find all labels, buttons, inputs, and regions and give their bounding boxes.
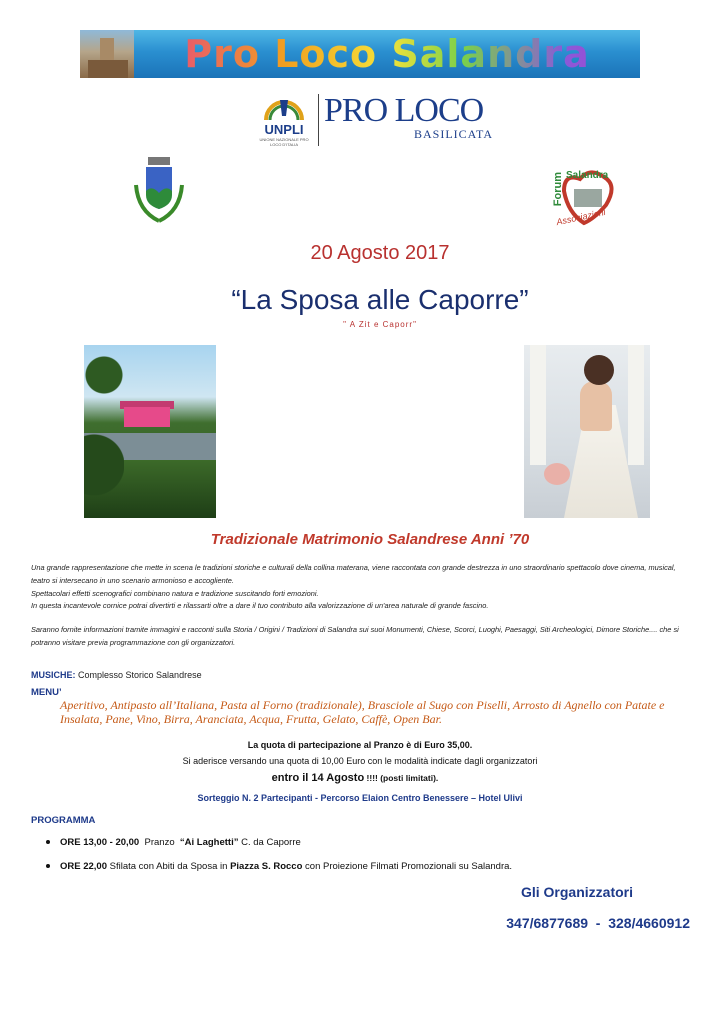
unpli-label: UNPLI bbox=[264, 122, 304, 137]
program-text: Sfilata con Abiti da Sposa in bbox=[107, 861, 231, 872]
description-paragraph: Spettacolari effetti scenografici combinano natura e tradizione suscitando forti emozioni. bbox=[31, 589, 319, 598]
bullet-icon bbox=[46, 840, 50, 844]
event-title: “La Sposa alle Caporre” bbox=[231, 284, 529, 315]
basilicata-wordmark: BASILICATA bbox=[414, 127, 494, 141]
bullet-icon bbox=[46, 864, 50, 868]
forum-associazioni-word: Associazioni bbox=[555, 206, 607, 228]
municipal-crest-icon bbox=[130, 155, 188, 227]
event-subtitle: " A Zit e Caporr" bbox=[343, 320, 417, 329]
unpli-subtitle: UNIONE NAZIONALE PRO LOCO D'ITALIA bbox=[259, 137, 309, 147]
program-text: Pranzo bbox=[139, 837, 180, 848]
description-paragraph: In questa incantevole cornice potrai divertirti e rilassarti oltre a dare il tuo contributo alla valorizzazione di un'area naturale di grande fascino. bbox=[31, 601, 489, 610]
event-headline: Tradizionale Matrimonio Salandrese Anni ’70 bbox=[210, 531, 530, 548]
musiche-line bbox=[31, 670, 202, 680]
quota-price: La quota di partecipazione al Pranzo è di Euro 35,00. bbox=[247, 740, 473, 750]
header-banner bbox=[80, 30, 640, 78]
proloco-wordmark: PRO LOCO bbox=[324, 92, 484, 129]
event-date: 20 Agosto 2017 bbox=[310, 242, 450, 264]
description-paragraph: Saranno fornite informazioni tramite immagini e racconti sulla Storia / Origini / Tradizioni di Salandra sui suoi Monumenti, Chiese, Scorci, Luoghi, Paesaggi, Siti Archeologici, Dimore Storiche.... che si potranno visitare previa programmazione con gli organizzatori. bbox=[31, 625, 679, 647]
description-paragraph: Una grande rappresentazione che mette in scena le tradizioni storiche e culturali della collina materana, viene raccontata con grande destrezza in uno straordinario spettacolo dove cinema, musical, teatro si intersecano in uno scenario armonioso e accogliente. bbox=[31, 563, 676, 585]
programma-label: PROGRAMMA bbox=[31, 815, 96, 826]
quota-deadline-main: entro il 14 Agosto bbox=[271, 772, 365, 784]
program-time: ORE 22,00 bbox=[60, 861, 107, 872]
quota-draw: Sorteggio N. 2 Partecipanti - Percorso Elaion Centro Benessere – Hotel Ulivi bbox=[197, 793, 523, 803]
program-item bbox=[46, 861, 512, 872]
musiche-label: MUSICHE: bbox=[31, 670, 76, 680]
musiche-value: Complesso Storico Salandrese bbox=[78, 670, 202, 680]
menu-label: MENU’ bbox=[31, 687, 62, 698]
organizers-label: Gli Organizzatori bbox=[520, 884, 633, 900]
banner-church-photo bbox=[80, 30, 134, 78]
menu-items: Aperitivo, Antipasto all’Italiana, Pasta al Forno (tradizionale), Brasciole al Sugo con Piselli, Arrosto di Agnello con Patate e Insalata, Pane, Vino, Birra, Aranciata, Acqua, Frutta, Gelato, Caffè, Open Bar. bbox=[60, 698, 665, 726]
bride-photo bbox=[524, 345, 650, 518]
banner-title: Pro Loco Salandra bbox=[134, 30, 640, 78]
program-time: ORE 13,00 - 20,00 bbox=[60, 837, 140, 848]
forum-salandra-word: Salandra bbox=[566, 170, 609, 181]
program-place: Piazza S. Rocco bbox=[230, 861, 303, 872]
quota-deposit: Si aderisce versando una quota di 10,00 Euro con le modalità indicate dagli organizzatori bbox=[182, 756, 538, 766]
forum-word: Forum bbox=[552, 172, 564, 207]
program-item bbox=[46, 837, 301, 848]
program-place: “Ai Laghetti” bbox=[179, 837, 239, 848]
program-location: C. da Caporre bbox=[238, 837, 301, 848]
logo-divider bbox=[318, 94, 319, 146]
quota-deadline-note: !!!! (posti limitati). bbox=[364, 773, 439, 783]
lake-venue-photo bbox=[84, 345, 216, 518]
program-rest: con Proiezione Filmati Promozionali su Salandra. bbox=[302, 861, 513, 872]
quota-deadline bbox=[0, 772, 710, 784]
organizers-phones: 347/6877689 - 328/4660912 bbox=[506, 915, 690, 931]
